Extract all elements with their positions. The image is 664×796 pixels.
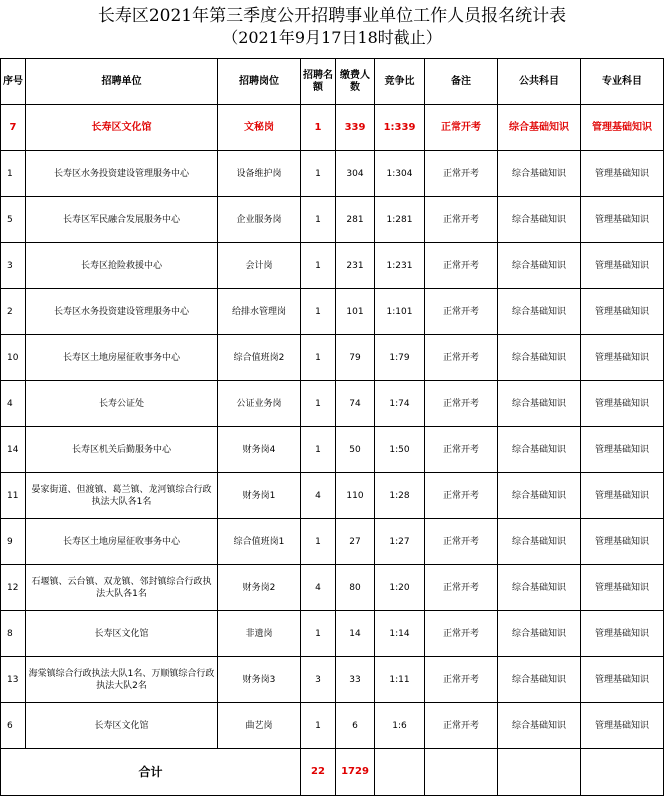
header-ratio: 竞争比 (375, 59, 425, 105)
cell-unit: 长寿区军民融合发展服务中心 (26, 197, 218, 243)
cell-seq: 10 (1, 335, 26, 381)
table-row (1, 289, 664, 335)
cell-paid: 304 (336, 151, 375, 197)
cell-position: 财务岗2 (218, 565, 301, 611)
cell-public-subject: 综合基础知识 (498, 473, 581, 519)
cell-ratio: 1:50 (375, 427, 425, 473)
registration-table (0, 58, 664, 796)
cell-seq: 1 (1, 151, 26, 197)
cell-seq: 11 (1, 473, 26, 519)
cell-major-subject: 管理基础知识 (581, 611, 664, 657)
header-position: 招聘岗位 (218, 59, 301, 105)
cell-paid: 101 (336, 289, 375, 335)
cell-quota: 1 (301, 611, 336, 657)
cell-major-subject: 管理基础知识 (581, 243, 664, 289)
cell-quota: 1 (301, 151, 336, 197)
cell-quota: 1 (301, 381, 336, 427)
cell-ratio: 1:304 (375, 151, 425, 197)
cell-major-subject: 管理基础知识 (581, 565, 664, 611)
table-body (1, 105, 664, 749)
header-public-subject: 公共科目 (498, 59, 581, 105)
cell-seq: 3 (1, 243, 26, 289)
title-block (0, 0, 664, 58)
cell-position: 设备维护岗 (218, 151, 301, 197)
cell-quota: 1 (301, 289, 336, 335)
header-note: 备注 (425, 59, 498, 105)
cell-note: 正常开考 (425, 427, 498, 473)
cell-paid: 33 (336, 657, 375, 703)
table-row (1, 151, 664, 197)
cell-seq: 7 (1, 105, 26, 151)
cell-unit: 长寿区土地房屋征收事务中心 (26, 519, 218, 565)
cell-major-subject: 管理基础知识 (581, 473, 664, 519)
cell-note: 正常开考 (425, 519, 498, 565)
cell-unit: 长寿公证处 (26, 381, 218, 427)
cell-ratio: 1:231 (375, 243, 425, 289)
cell-seq: 12 (1, 565, 26, 611)
cell-paid: 110 (336, 473, 375, 519)
cell-ratio: 1:28 (375, 473, 425, 519)
cell-unit: 长寿区文化馆 (26, 611, 218, 657)
cell-note: 正常开考 (425, 335, 498, 381)
cell-unit: 长寿区土地房屋征收事务中心 (26, 335, 218, 381)
cell-major-subject: 管理基础知识 (581, 105, 664, 151)
cell-note: 正常开考 (425, 381, 498, 427)
header-paid: 缴费人数 (336, 59, 375, 105)
cell-position: 财务岗4 (218, 427, 301, 473)
cell-major-subject: 管理基础知识 (581, 519, 664, 565)
cell-note: 正常开考 (425, 703, 498, 749)
cell-quota: 1 (301, 427, 336, 473)
header-seq: 序号 (1, 59, 26, 105)
cell-quota: 1 (301, 243, 336, 289)
cell-position: 给排水管理岗 (218, 289, 301, 335)
cell-position: 综合值班岗1 (218, 519, 301, 565)
total-row (1, 749, 664, 796)
table-row (1, 105, 664, 151)
total-quota: 22 (301, 749, 336, 796)
table-row (1, 611, 664, 657)
cell-seq: 4 (1, 381, 26, 427)
cell-ratio: 1:20 (375, 565, 425, 611)
cell-paid: 231 (336, 243, 375, 289)
cell-unit: 长寿区水务投资建设管理服务中心 (26, 151, 218, 197)
cell-note: 正常开考 (425, 105, 498, 151)
total-label: 合计 (1, 749, 301, 796)
cell-unit: 长寿区机关后勤服务中心 (26, 427, 218, 473)
cell-paid: 339 (336, 105, 375, 151)
cell-quota: 4 (301, 565, 336, 611)
cell-ratio: 1:11 (375, 657, 425, 703)
cell-ratio: 1:281 (375, 197, 425, 243)
table-row (1, 197, 664, 243)
cell-public-subject: 综合基础知识 (498, 197, 581, 243)
cell-quota: 1 (301, 519, 336, 565)
table-row (1, 427, 664, 473)
cell-seq: 14 (1, 427, 26, 473)
cell-public-subject: 综合基础知识 (498, 381, 581, 427)
cell-position: 综合值班岗2 (218, 335, 301, 381)
total-empty-note (425, 749, 498, 796)
cell-public-subject: 综合基础知识 (498, 151, 581, 197)
cell-quota: 4 (301, 473, 336, 519)
cell-quota: 1 (301, 703, 336, 749)
cell-major-subject: 管理基础知识 (581, 657, 664, 703)
cell-quota: 1 (301, 335, 336, 381)
cell-note: 正常开考 (425, 197, 498, 243)
total-empty-public (498, 749, 581, 796)
cell-note: 正常开考 (425, 611, 498, 657)
cell-unit: 石堰镇、云台镇、双龙镇、邻封镇综合行政执法大队各1名 (26, 565, 218, 611)
cell-note: 正常开考 (425, 565, 498, 611)
cell-note: 正常开考 (425, 289, 498, 335)
page-title: 长寿区2021年第三季度公开招聘事业单位工作人员报名统计表 (97, 6, 567, 26)
cell-paid: 74 (336, 381, 375, 427)
cell-unit: 长寿区文化馆 (26, 703, 218, 749)
cell-paid: 50 (336, 427, 375, 473)
header-unit: 招聘单位 (26, 59, 218, 105)
cell-quota: 3 (301, 657, 336, 703)
cell-paid: 14 (336, 611, 375, 657)
total-empty-major (581, 749, 664, 796)
cell-seq: 8 (1, 611, 26, 657)
page-subtitle: （2021年9月17日18时截止） (222, 28, 442, 47)
header-row (1, 59, 664, 105)
cell-note: 正常开考 (425, 473, 498, 519)
cell-position: 财务岗3 (218, 657, 301, 703)
cell-major-subject: 管理基础知识 (581, 427, 664, 473)
header-major-subject: 专业科目 (581, 59, 664, 105)
header-quota: 招聘名额 (301, 59, 336, 105)
cell-position: 财务岗1 (218, 473, 301, 519)
cell-paid: 27 (336, 519, 375, 565)
cell-note: 正常开考 (425, 151, 498, 197)
cell-position: 文秘岗 (218, 105, 301, 151)
cell-seq: 13 (1, 657, 26, 703)
cell-unit: 长寿区抢险救援中心 (26, 243, 218, 289)
total-empty-ratio (375, 749, 425, 796)
cell-public-subject: 综合基础知识 (498, 519, 581, 565)
cell-position: 会计岗 (218, 243, 301, 289)
cell-ratio: 1:79 (375, 335, 425, 381)
table-row (1, 657, 664, 703)
cell-unit: 晏家街道、但渡镇、葛兰镇、龙河镇综合行政执法大队各1名 (26, 473, 218, 519)
cell-position: 企业服务岗 (218, 197, 301, 243)
cell-note: 正常开考 (425, 657, 498, 703)
cell-major-subject: 管理基础知识 (581, 289, 664, 335)
cell-unit: 长寿区文化馆 (26, 105, 218, 151)
cell-public-subject: 综合基础知识 (498, 289, 581, 335)
cell-major-subject: 管理基础知识 (581, 335, 664, 381)
total-paid: 1729 (336, 749, 375, 796)
cell-position: 非遗岗 (218, 611, 301, 657)
cell-public-subject: 综合基础知识 (498, 703, 581, 749)
cell-ratio: 1:6 (375, 703, 425, 749)
cell-public-subject: 综合基础知识 (498, 657, 581, 703)
cell-ratio: 1:74 (375, 381, 425, 427)
cell-major-subject: 管理基础知识 (581, 703, 664, 749)
cell-quota: 1 (301, 197, 336, 243)
cell-public-subject: 综合基础知识 (498, 565, 581, 611)
table-row (1, 519, 664, 565)
cell-public-subject: 综合基础知识 (498, 427, 581, 473)
cell-ratio: 1:101 (375, 289, 425, 335)
cell-paid: 281 (336, 197, 375, 243)
table-row (1, 703, 664, 749)
cell-public-subject: 综合基础知识 (498, 105, 581, 151)
cell-major-subject: 管理基础知识 (581, 381, 664, 427)
cell-paid: 6 (336, 703, 375, 749)
cell-note: 正常开考 (425, 243, 498, 289)
cell-unit: 长寿区水务投资建设管理服务中心 (26, 289, 218, 335)
table-row (1, 565, 664, 611)
cell-seq: 5 (1, 197, 26, 243)
cell-seq: 9 (1, 519, 26, 565)
table-row (1, 335, 664, 381)
cell-public-subject: 综合基础知识 (498, 335, 581, 381)
cell-position: 公证业务岗 (218, 381, 301, 427)
cell-quota: 1 (301, 105, 336, 151)
cell-ratio: 1:27 (375, 519, 425, 565)
cell-major-subject: 管理基础知识 (581, 151, 664, 197)
cell-position: 曲艺岗 (218, 703, 301, 749)
cell-paid: 80 (336, 565, 375, 611)
table-row (1, 473, 664, 519)
table-row (1, 381, 664, 427)
cell-unit: 海棠镇综合行政执法大队1名、万顺镇综合行政执法大队2名 (26, 657, 218, 703)
cell-seq: 2 (1, 289, 26, 335)
cell-paid: 79 (336, 335, 375, 381)
cell-public-subject: 综合基础知识 (498, 611, 581, 657)
cell-ratio: 1:339 (375, 105, 425, 151)
cell-ratio: 1:14 (375, 611, 425, 657)
table-row (1, 243, 664, 289)
cell-major-subject: 管理基础知识 (581, 197, 664, 243)
cell-public-subject: 综合基础知识 (498, 243, 581, 289)
cell-seq: 6 (1, 703, 26, 749)
